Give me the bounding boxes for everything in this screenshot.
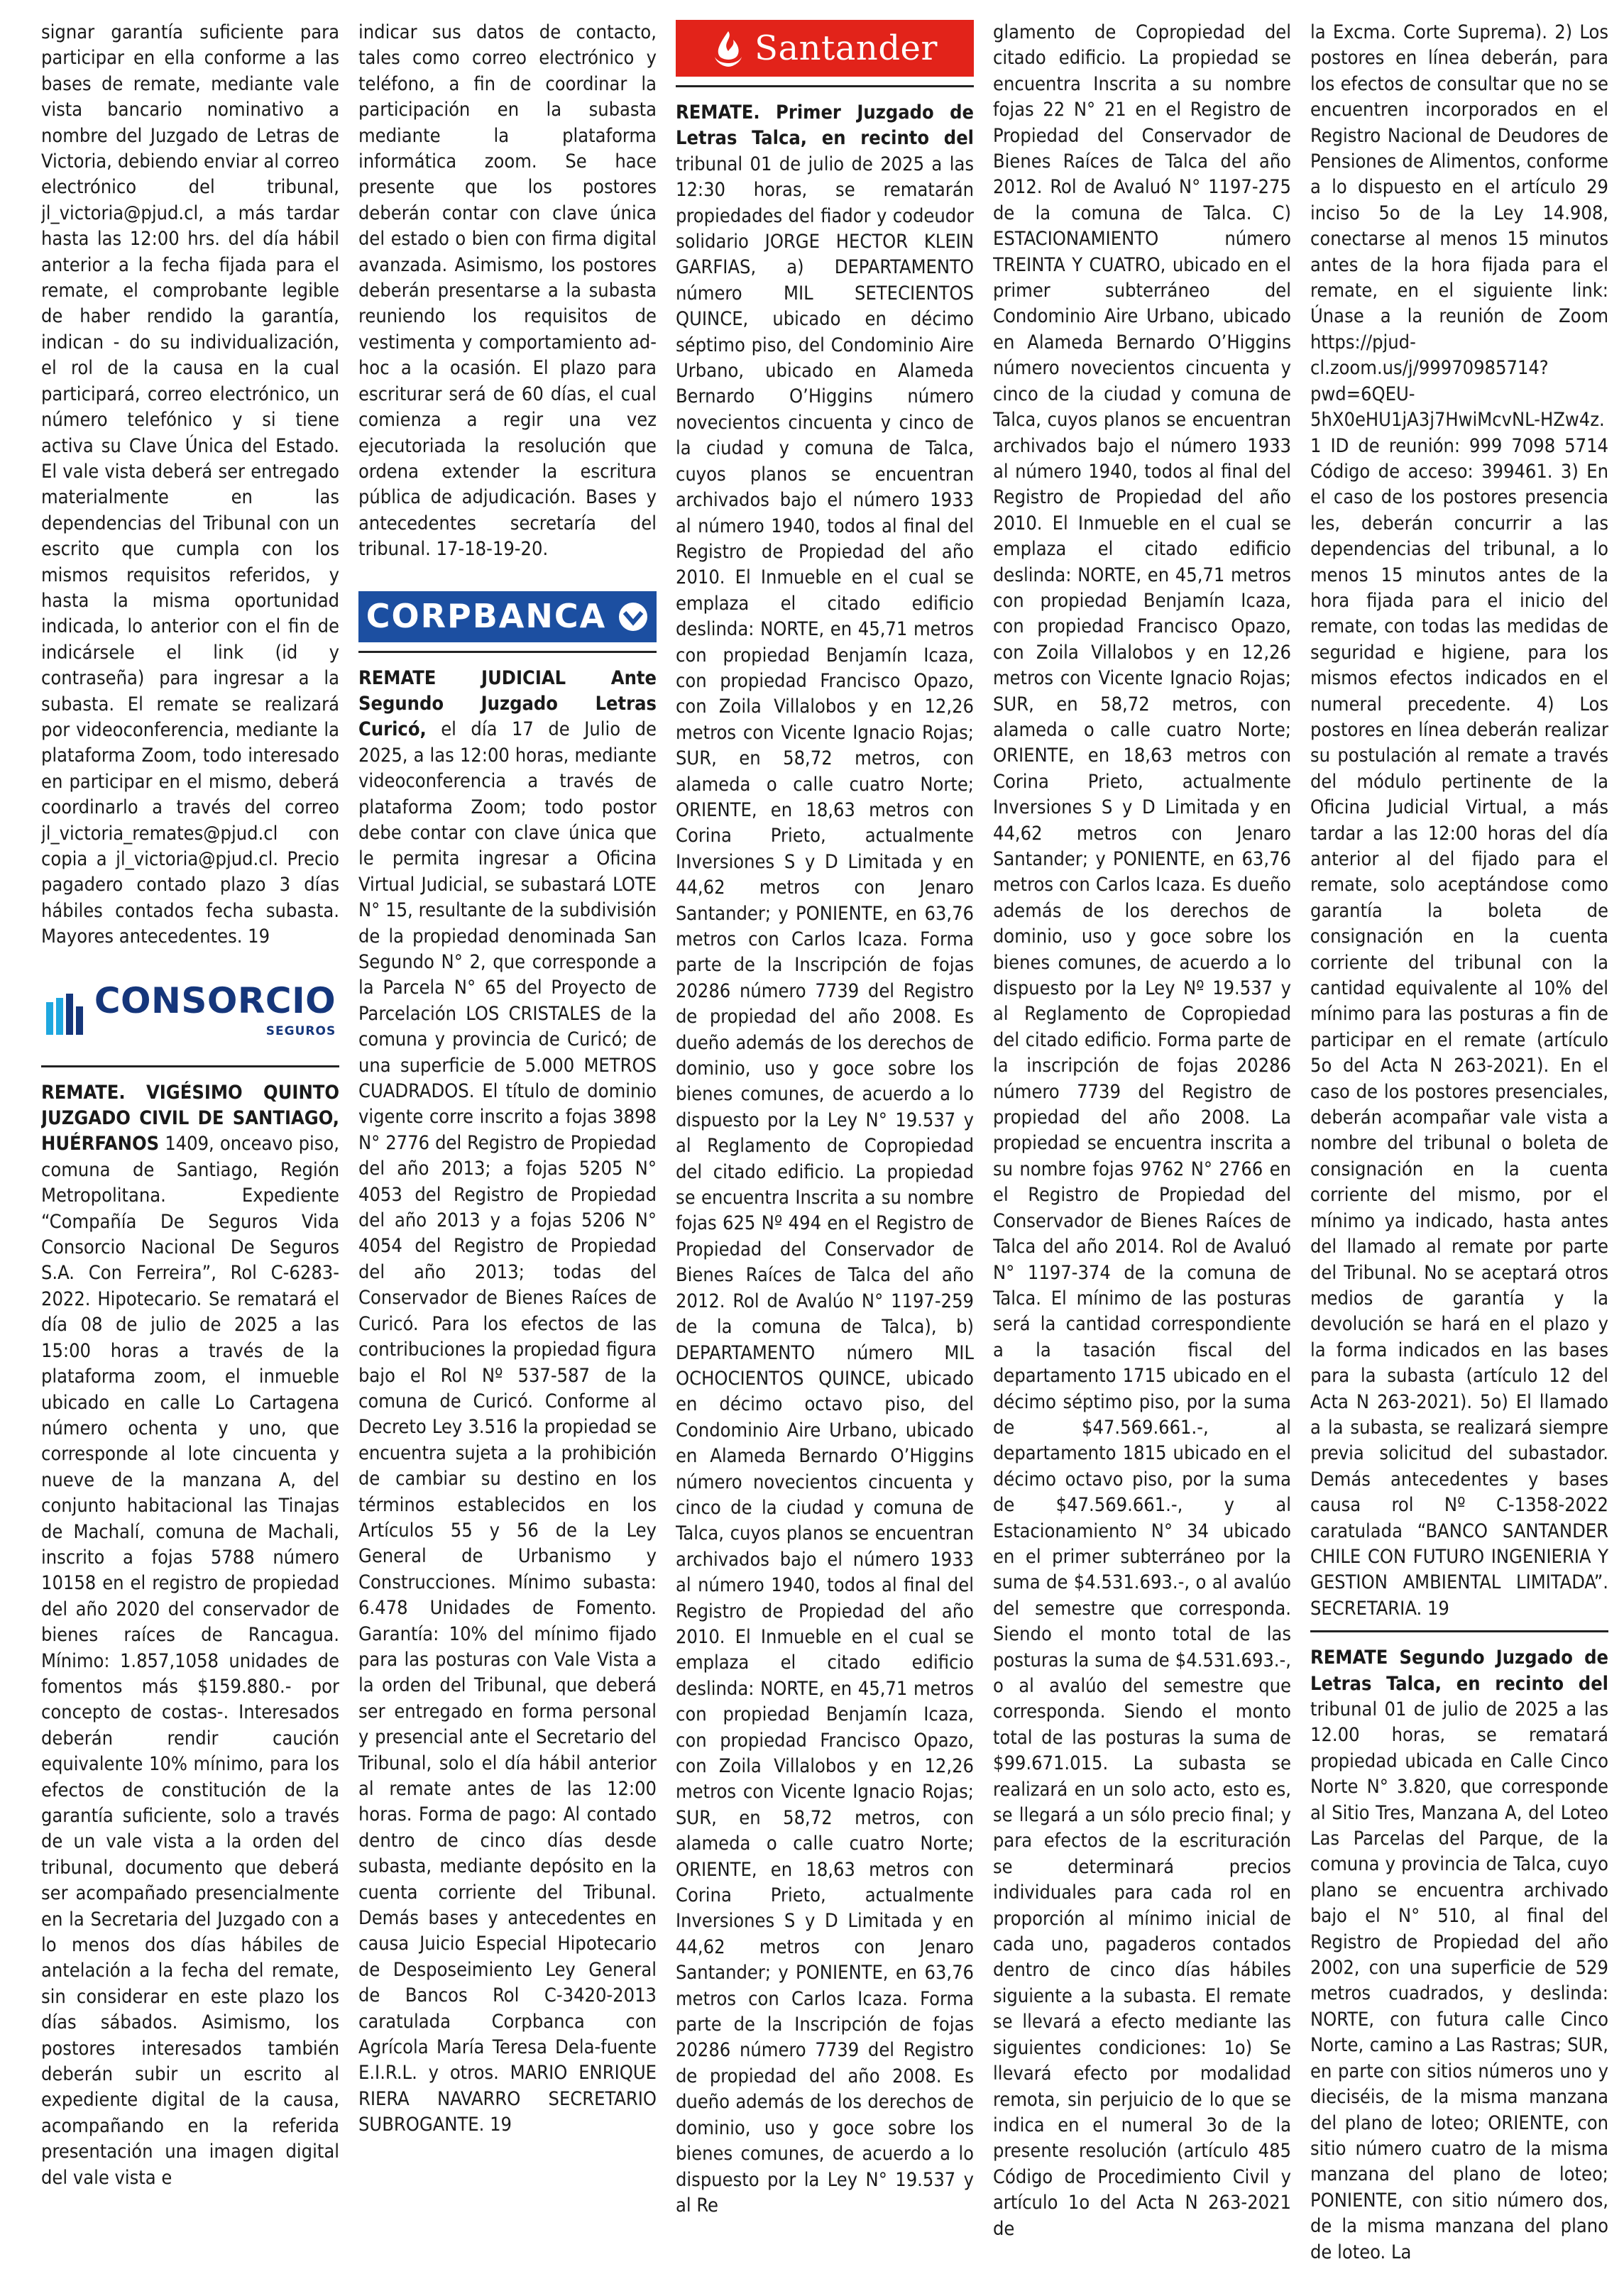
- corpbanca-logo: [358, 591, 657, 642]
- notice-segundo-juzgado-talca: [1310, 1645, 1608, 2263]
- notice-heading: REMATE JUDICIAL Ante Segundo Juzgado Letras Curicó,: [358, 666, 657, 741]
- notice-primer-juzgado-talca: [676, 100, 974, 2219]
- santander-flame-icon: [712, 28, 745, 68]
- notice-body: tribunal 01 de julio de 2025 a las 12:30 horas, se rematarán propiedades del fiador y codeudor solidario JORGE HECTOR KLEIN GARFIAS, a) DEPARTAMENTO número MIL SETECIENTOS QUINCE, ubicado en décimo séptimo piso, del Condominio Aire Urbano, ubicado en Alameda Bernardo O’Higgins número novecientos cincuenta y cinco de la ciudad y comuna de Talca, cuyos planos se encuentran archivados bajo el número 1933 al número 1940, todos al final del Registro de Propiedad del año 2010. El Inmueble en el cual se emplaza el citado edificio deslinda: NORTE, en 45,71 metros con propiedad Benjamín Icaza, con propiedad Francisco Opazo, con Zoila Villalobos y en 12,26 metros con Vicente Ignacio Rojas; SUR, en 58,72 metros, con alameda o calle cuatro Norte; ORIENTE, en 18,63 metros con Corina Prieto, actualmente Inversiones S y D Limitada y en 44,62 metros con Jenaro Santander; y PONIENTE, en 63,76 metros con Carlos Icaza. Forma parte de la Inscripción de fojas 20286 número 7739 del Registro de propiedad del año 2008. Es dueño además de los derechos de dominio, uso y goce sobre los bienes comunes, de acuerdo a lo dispuesto por la Ley N° 19.537 y al Reglamento de Copropiedad del citado edificio. La propiedad se encuentra Inscrita a su nombre fojas 625 Nº 494 en el Registro de Propiedad del Conservador de Bienes Raíces de Talca del año 2012. Rol de Avalúo N° 1197-259 de la comuna de Talca), b) DEPARTAMENTO número MIL OCHOCIENTOS QUINCE, ubicado en décimo octavo piso, del Condominio Aire Urbano, ubicado en Alameda Bernardo O’Higgins número novecientos cincuenta y cinco de la ciudad y comuna de Talca, cuyos planos se encuentran archivados bajo el número 1933 al número 1940, todos al final del Registro de Propiedad del año 2010. El Inmueble en el cual se emplaza el citado edificio deslinda: NORTE, en 45,71 metros con propiedad Benjamín Icaza, con propiedad Francisco Opazo, con Zoila Villalobos y en 12,26 metros con Vicente Ignacio Rojas; SUR, en 58,72 metros, con alameda o calle cuatro Norte; ORIENTE, en 18,63 metros con Corina Prieto, actualmente Inversiones S y D Limitada y en 44,62 metros con Jenaro Santander; y PONIENTE, en 63,76 metros con Carlos Icaza. Forma parte de la Inscripción de fojas 20286 número 7739 del Registro de propiedad del año 2008. Es dueño además de los derechos de dominio, uso y goce sobre los bienes comunes, de acuerdo a lo dispuesto por la Ley N° 19.537 y al Re: [676, 153, 974, 2217]
- notice-talca-continued: glamento de Copropiedad del citado edificio. La propiedad se encuentra Inscrita a su nombre fojas 22 N° 21 en el Registro de Propiedad del Conservador de Bienes Raíces de Talca del año 2012. Rol de Avaluó N° 1197-275 de la comuna de Talca. C) ESTACIONAMIENTO número TREINTA Y CUATRO, ubicado en el primer subterráneo del Condominio Aire Urbano, ubicado en Alameda Bernardo O’Higgins número novecientos cincuenta y cinco de la ciudad y comuna de Talca, cuyos planos se encuentran archivados bajo el número 1933 al número 1940, todos al final del Registro de Propiedad del año 2010. El Inmueble en el cual se emplaza el citado edificio deslinda: NORTE, en 45,71 metros con propiedad Benjamín Icaza, con propiedad Francisco Opazo, con Zoila Villalobos y en 12,26 metros con Vicente Ignacio Rojas; SUR, en 58,72 metros, con alameda o calle cuatro Norte; ORIENTE, en 18,63 metros con Corina Prieto, actualmente Inversiones S y D Limitada y en 44,62 metros con Jenaro Santander; y PONIENTE, en 63,76 metros con Carlos Icaza. Es dueño además de los derechos de dominio, uso y goce sobre los bienes comunes, de acuerdo a lo dispuesto por la Ley Nº 19.537 y al Reglamento de Copropiedad del citado edificio. Forma parte de la inscripción de fojas 20286 número 7739 del Registro de propiedad del año 2008. La propiedad se encuentra inscrita a su nombre fojas 9762 N° 2766 en el Registro de Propiedad del Conservador de Bienes Raíces de Talca del año 2014. Rol de Avaluó N° 1197-374 de la comuna de Talca. El mínimo de las posturas será la cantidad correspondiente a la tasación fiscal del departamento 1715 ubicado en el décimo séptimo piso, por la suma de $47.569.661.-, al departamento 1815 ubicado en el décimo octavo piso, por la suma de $47.569.661.-, y al Estacionamiento N° 34 ubicado en el primer subterráneo por la suma de $4.531.693.-, o al avalúo del semestre que corresponda. Siendo el monto total de las posturas la suma de $4.531.693.-, o al avalúo del semestre que corresponda. Siendo el monto total de las posturas la suma de $99.671.015. La subasta se realizará en un solo acto, esto es, se llegará a un sólo precio final; y para efectos de la escrituración se determinará precios individuales para cada rol en proporción al mínimo inicial de cada uno, pagaderos contados dentro de cinco días hábiles siguiente a la subasta. El remate se llevará a efecto mediante las siguientes condiciones: 1o) Se llevará efecto por modalidad remota, sin perjuicio de lo que se indica en el numeral 3o de la presente resolución (artículo 485 Código de Procedimiento Civil y artículo 1o del Acta N 263-2021 de: [993, 21, 1291, 2240]
- notice-vigesimo-quinto-juzgado: [41, 1080, 339, 2191]
- consorcio-emblem-icon: [45, 992, 87, 1036]
- column-2: [358, 20, 657, 2263]
- divider: [41, 1065, 339, 1067]
- santander-name: Santander: [755, 28, 938, 68]
- divider: [358, 651, 657, 653]
- column-1: [41, 20, 339, 2263]
- corpbanca-chevron-icon: [618, 601, 649, 632]
- column-5: [1310, 20, 1608, 2263]
- notice-victoria-continued: signar garantía suficiente para participar en ella conforme a las bases de remate, mediante vale vista bancario nominativo a nombre del Juzgado de Letras de Victoria, debiendo enviar al correo electrónico del tribunal, jl_victoria@pjud.cl, a más tardar hasta las 12:00 hrs. del día hábil anterior a la fecha fijada para el remate, el comprobante legible de haber rendido la garantía, indican - do su individualización, el rol de la causa en la cual participará, correo electrónico, un número telefónico y si tiene activa su Clave Única del Estado. El vale vista deberá ser entregado materialmente en las dependencias del Tribunal con un escrito que cumpla con los mismos requisitos referidos, y hasta la misma oportunidad indicada, lo anterior con el fin de indicársele el link (id y contraseña) para ingresar a la subasta. El remate se realizará por videoconferencia, mediante la plataforma Zoom, todo interesado en participar en el mismo, deberá coordinarlo a través del correo jl_victoria_remates@pjud.cl con copia a jl_victoria@pjud.cl. Precio pagadero contado plazo 3 días hábiles contados fecha subasta. Mayores antecedentes. 19: [41, 21, 339, 948]
- notice-juzgado-curico: [358, 666, 657, 2138]
- consorcio-subtitle: SEGUROS: [265, 1024, 336, 1039]
- divider: [676, 85, 974, 87]
- column-3: [676, 20, 974, 2263]
- column-4: [993, 20, 1291, 2263]
- consorcio-name: CONSORCIO: [94, 980, 336, 1022]
- notice-body: tribunal 01 de julio de 2025 a las 12.00 horas, se rematará propiedad ubicada en Calle Cinco Norte N° 3.820, que corresponde al Sitio Tres, Manzana A, del Loteo Las Parcelas del Parque, de la comuna y provincia de Talca, cuyo plano se encuentra archivado bajo el N° 510, al final del Registro de Propiedad del año 2002, con una superficie de 529 metros cuadrados, y deslinda: NORTE, con futura calle Cinco Norte, camino a Las Rastras; SUR, en parte con sitios números uno y dieciséis, de la misma manzana del plano de loteo; ORIENTE, con sitio número cuatro de la misma manzana del plano de loteo; PONIENTE, con sitio número dos, de la misma manzana del plano de loteo. La: [1310, 1698, 1608, 2263]
- notice-heading: REMATE Segundo Juzgado de Letras Talca, en recinto del: [1310, 1647, 1608, 1695]
- notice-talca-continued-2: la Excma. Corte Suprema). 2) Los postores en línea deberán, para los efectos de consultar que no se encuentren incorporados en el Registro Nacional de Deudores de Pensiones de Alimentos, conforme a lo dispuesto en el artículo 29 inciso 5o de la Ley 14.908, conectarse al menos 15 minutos antes de la hora fijada para el remate, en el siguiente link: Únase a la reunión de Zoom https://pjud-cl.zoom.us/j/99970985714?pwd=6QEU-5hX0eHU1jA3j7HwiMcvNL-HZw4z. 1 ID de reunión: 999 7098 5714 Código de acceso: 399461. 3) En el caso de los postores presencia les, deberán concurrir a las dependencias del tribunal, a lo menos 15 minutos antes de la hora fijada para el inicio del remate, con todas las medidas de seguridad e higiene, para los mismos efectos indicados en el numeral precedente. 4) Los postores en línea deberán realizar su postulación al remate a través del módulo pertinente de la Oficina Judicial Virtual, a más tardar a las 12:00 horas del día anterior al del fijado para el remate, solo aceptándose como garantía la boleta de consignación en la cuenta corriente del tribunal con la cantidad equivalente al 10% del mínimo para las posturas a fin de participar en el remate (artículo 5o del Acta N 263-2021). En el caso de los postores presenciales, deberán acompañar vale vista a nombre del tribunal o boleta de consignación en la cuenta corriente del mismo, por el mínimo ya indicado, hasta antes del llamado al remate por parte del Tribunal. No se aceptará otros medios de garantía y la devolución se hará en el plazo y la forma indicados en las bases para la subasta (artículo 12 del Acta N 263-2021). 5o) El llamado a la subasta, se realizará siempre previa solicitud del subastador. Demás antecedentes y bases causa rol Nº C-1358-2022 caratulada “BANCO SANTANDER CHILE CON FUTURO INGENIERIA Y GESTION AMBIENTAL LIMITADA”. SECRETARIA. 19: [1310, 21, 1608, 1620]
- divider: [1310, 1630, 1608, 1632]
- consorcio-logo: [41, 972, 339, 1057]
- corpbanca-name: CORPBANCA: [366, 597, 607, 636]
- notice-body: 1409, onceavo piso, comuna de Santiago, Región Metropolitana. Expediente “Compañía De Seguros Vida Consorcio Nacional De Seguros S.A. Con Ferreira”, Rol C-6283-2022. Hipotecario. Se rematará el día 08 de julio de 2025 a las 15:00 horas a través de la plataforma zoom, el inmueble ubicado en calle Lo Cartagena número ochenta y uno, que corresponde al lote cincuenta y nueve de la manzana A, del conjunto habitacional las Tinajas de Machalí, comuna de Machali, inscrito a fojas 5788 número 10158 en el registro de propiedad del año 2020 del conservador de bienes raíces de Rancagua. Mínimo: 1.857,1058 unidades de fomentos más $159.880.- por concepto de costas-. Interesados deberán rendir caución equivalente 10% mínimo, para los efectos de constitución de la garantía suficiente, solo a través de un vale vista a la orden del tribunal, documento que deberá ser acompañado presencialmente en la Secretaria del Juzgado con a lo menos dos días hábiles de antelación a la fecha del remate, sin considerar en este plazo los días sábados. Asimismo, los postores interesados también deberán subir un escrito al expediente digital de la causa, acompañando en la referida presentación una imagen digital del vale vista e: [41, 1133, 339, 2189]
- notice-heading: REMATE. Primer Juzgado de Letras Talca, en recinto del: [676, 101, 974, 150]
- notice-heading: REMATE. VIGÉSIMO QUINTO JUZGADO CIVIL DE SANTIAGO, HUÉRFANOS: [41, 1081, 339, 1155]
- notice-body: el día 17 de Julio de 2025, a las 12:00 horas, mediante videoconferencia a través de plataforma Zoom; todo postor debe contar con clave única que le permita ingresar a Oficina Virtual Judicial, se subastará LOTE N° 15, resultante de la subdivisión de la propiedad denominada San Segundo N° 2, que corresponde a la Parcela N° 65 del Proyecto de Parcelación LOS CRISTALES de la comuna y provincia de Curicó; de una superficie de 5.000 METROS CUADRADOS. El título de dominio vigente corre inscrito a fojas 3898 N° 2776 del Registro de Propiedad del año 2013; a fojas 5205 N° 4053 del Registro de Propiedad del año 2013 y a fojas 5206 N° 4054 del Registro de Propiedad del año 2013; todas del Conservador de Bienes Raíces de Curicó. Para los efectos de las contribuciones la propiedad figura bajo el Rol Nº 537-587 de la comuna de Curicó. Conforme al Decreto Ley 3.516 la propiedad se encuentra sujeta a la prohibición de cambiar su destino en los términos establecidos en los Artículos 55 y 56 de la Ley General de Urbanismo y Construcciones. Mínimo subasta: 6.478 Unidades de Fomento. Garantía: 10% del mínimo fijado para las posturas con Vale Vista a la orden del Tribunal, que deberá ser entregado en forma personal y presencial ante el Secretario del Tribunal, solo el día hábil anterior al remate antes de las 12:00 horas. Forma de pago: Al contado dentro de cinco días desde subasta, mediante depósito en la cuenta corriente del Tribunal. Demás bases y antecedentes en causa Juicio Especial Hipotecario de Desposeimiento Ley General de Bancos Rol C-3420-2013 caratulada Corpbanca con Agrícola María Teresa Dela-fuente E.I.R.L. y otros. MARIO ENRIQUE RIERA NAVARRO SECRETARIO SUBROGANTE. 19: [358, 718, 657, 2136]
- santander-logo: [676, 20, 974, 77]
- notice-continued: indicar sus datos de contacto, tales como correo electrónico y teléfono, a fin de coordinar la participación en la subasta mediante la plataforma informática zoom. Se hace presente que los postores deberán contar con clave única del estado o bien con firma digital avanzada. Asimismo, los postores deberán presentarse a la subasta reuniendo los requisitos de vestimenta y comportamiento ad-hoc a la ocasión. El plazo para escriturar será de 60 días, el cual comienza a regir una vez ejecutoriada la resolución que ordena extender la escritura pública de adjudicación. Bases y antecedentes secretaría del tribunal. 17-18-19-20.: [358, 21, 657, 561]
